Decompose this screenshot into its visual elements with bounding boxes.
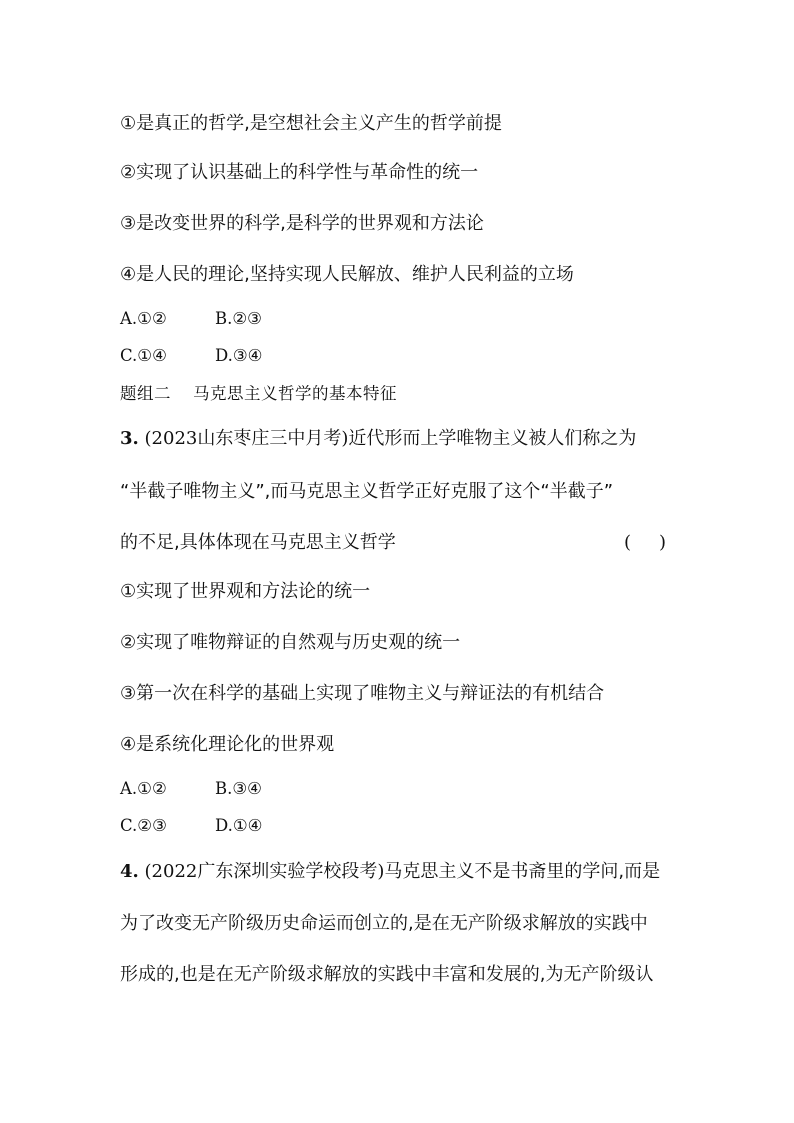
section-heading [120,382,397,406]
q3-stem-line-2: “半截子唯物主义”,而马克思主义哲学正好克服了这个“半截子” [120,481,614,502]
q3-options-row-2 [120,814,263,838]
q2-options-row-1 [120,307,262,331]
q2-options-row-2 [120,344,263,368]
answer-bracket [624,531,666,555]
q3-option-d: D.①④ [215,816,263,835]
section-label: 题组二 [120,384,171,403]
q3-stem-line-1 [120,427,636,451]
q4-stem-text-1: 马克思主义不是书斋里的学问,而是 [384,861,661,882]
q2-statement-3: ③是改变世界的科学,是科学的世界观和方法论 [120,213,484,234]
q4-stem-line-1 [120,860,660,884]
answer-bracket-close: ) [659,532,667,553]
q2-option-c: C.①④ [120,346,167,365]
q2-option-d: D.③④ [215,346,263,365]
q2-statement-4: ④是人民的理论,坚持实现人民解放、维护人民利益的立场 [120,264,574,285]
q2-option-a: A.①② [120,309,167,328]
q4-source: (2022广东深圳实验学校段考) [144,861,385,882]
answer-bracket-open: ( [624,532,632,553]
q4-stem-line-2: 为了改变无产阶级历史命运而创立的,是在无产阶级求解放的实践中 [120,913,648,934]
q2-option-b: B.②③ [215,309,262,328]
q3-statement-2: ②实现了唯物辩证的自然观与历史观的统一 [120,632,461,653]
section-title: 马克思主义哲学的基本特征 [193,384,397,403]
q2-statement-1: ①是真正的哲学,是空想社会主义产生的哲学前提 [120,113,502,134]
q4-stem-line-3: 形成的,也是在无产阶级求解放的实践中丰富和发展的,为无产阶级认 [120,964,654,985]
q3-statement-1: ①实现了世界观和方法论的统一 [120,581,371,602]
q3-source: (2023山东枣庄三中月考) [144,428,349,449]
q3-number: 3. [120,428,139,449]
q3-statement-4: ④是系统化理论化的世界观 [120,734,335,755]
q2-statement-2: ②实现了认识基础上的科学性与革命性的统一 [120,162,479,183]
q3-option-c: C.②③ [120,816,167,835]
q3-options-row-1 [120,777,262,801]
q3-stem-line-3: 的不足,具体体现在马克思主义哲学 [120,532,396,553]
q3-stem-text-1: 近代形而上学唯物主义被人们称之为 [348,428,637,449]
q3-option-b: B.③④ [215,779,262,798]
q4-number: 4. [120,861,139,882]
q3-option-a: A.①② [120,779,167,798]
q3-statement-3: ③第一次在科学的基础上实现了唯物主义与辩证法的有机结合 [120,683,605,704]
